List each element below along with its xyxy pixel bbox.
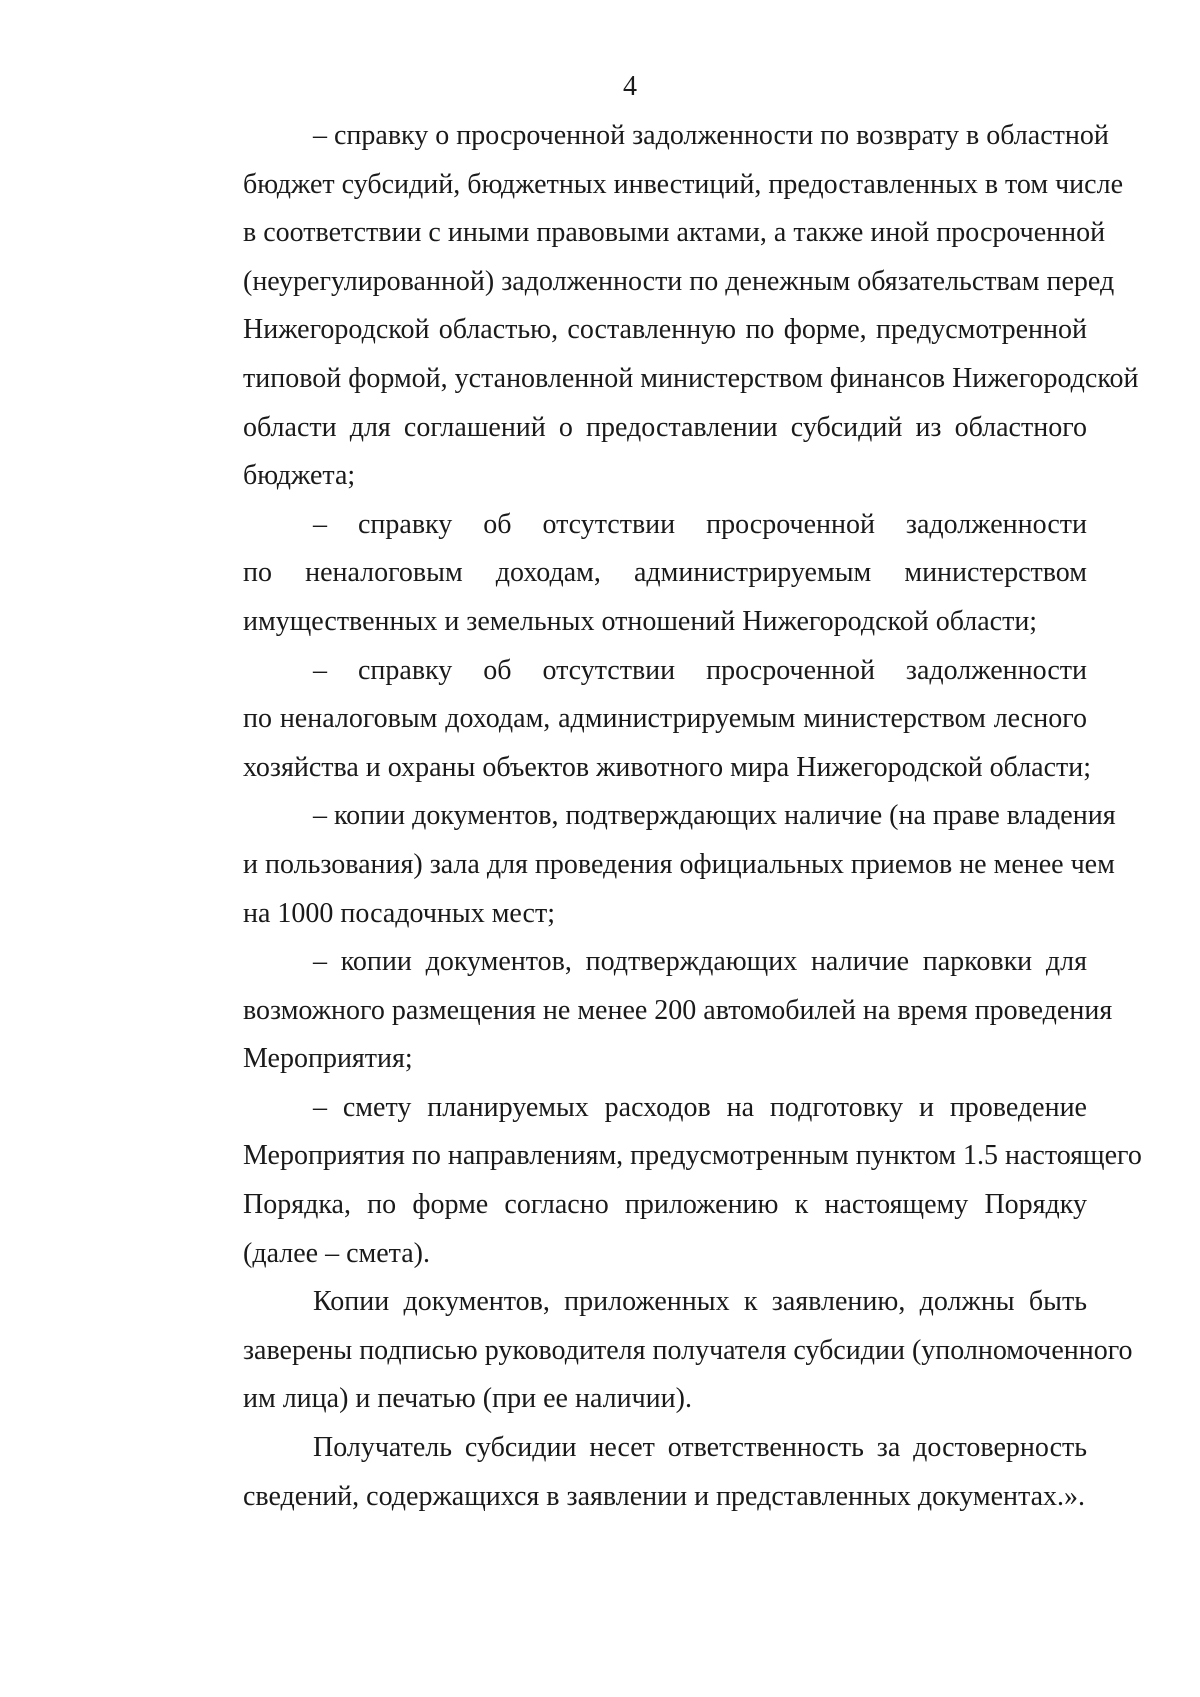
text-line: (далее – смета). [243,1237,430,1269]
text-line: – смету планируемых расходов на подготовку и проведение [313,1091,1087,1123]
text-line: имущественных и земельных отношений Нижегородской области; [243,605,1038,637]
text-line: заверены подписью руководителя получателя субсидии (уполномоченного [243,1334,1133,1366]
text-line: Порядка, по форме согласно приложению к настоящему Порядку [243,1189,1087,1221]
paragraph-debt-certificate-forestry-ministry [173,647,1092,793]
paragraph-document-certification [173,1278,1133,1424]
text-line: (неурегулированной) задолженности по денежным обязательствам перед [243,265,1115,297]
text-line: – справку о просроченной задолженности по возврату в областной [313,120,1109,151]
text-line: – копии документов, подтверждающих наличие (на праве владения [313,800,1116,832]
text-line: и пользования) зала для проведения официальных приемов не менее чем [243,848,1115,880]
text-line: Мероприятия по направлениям, предусмотренным пунктом 1.5 настоящего [243,1140,1142,1172]
text-line: им лица) и печатью (при ее наличии). [243,1383,692,1415]
text-line: на 1000 посадочных мест; [243,897,555,929]
text-line: типовой формой, установленной министерством финансов Нижегородской [243,362,1139,394]
text-line: по неналоговым доходам, администрируемым министерством лесного [243,703,1087,735]
text-line: сведений, содержащихся в заявлении и представленных документах.». [243,1480,1086,1512]
paragraph-hall-documents [173,792,1116,938]
text-line: возможного размещения не менее 200 автомобилей на время проведения [243,994,1113,1026]
paragraph-parking-documents [173,938,1113,1084]
paragraph-debt-certificate-property-ministry [173,501,1087,647]
text-line: Копии документов, приложенных к заявлению, должны быть [313,1286,1087,1318]
text-line: хозяйства и охраны объектов животного мира Нижегородской области; [243,751,1092,783]
paragraph-debt-certificate-regional-budget [173,112,1139,501]
text-line: – копии документов, подтверждающих наличие парковки для [313,946,1087,978]
text-line: бюджета; [243,460,356,492]
text-line: бюджет субсидий, бюджетных инвестиций, предоставленных в том числе [243,168,1123,200]
document-body [173,112,1142,1521]
text-line: по неналоговым доходам, администрируемым министерством [243,557,1087,589]
page-number: 4 [623,71,637,102]
text-line: – справку об отсутствии просроченной задолженности [313,508,1087,540]
text-line: Получатель субсидии несет ответственность за достоверность [313,1432,1087,1464]
text-line: Мероприятия; [243,1043,413,1075]
text-line: области для соглашений о предоставлении субсидий из областного [243,411,1087,443]
paragraph-expense-estimate [173,1084,1142,1278]
text-line: в соответствии с иными правовыми актами, а также иной просроченной [243,217,1106,249]
text-line: – справку об отсутствии просроченной задолженности [313,654,1087,686]
text-line: Нижегородской областью, составленную по форме, предусмотренной [243,314,1087,346]
paragraph-recipient-responsibility [173,1424,1087,1521]
